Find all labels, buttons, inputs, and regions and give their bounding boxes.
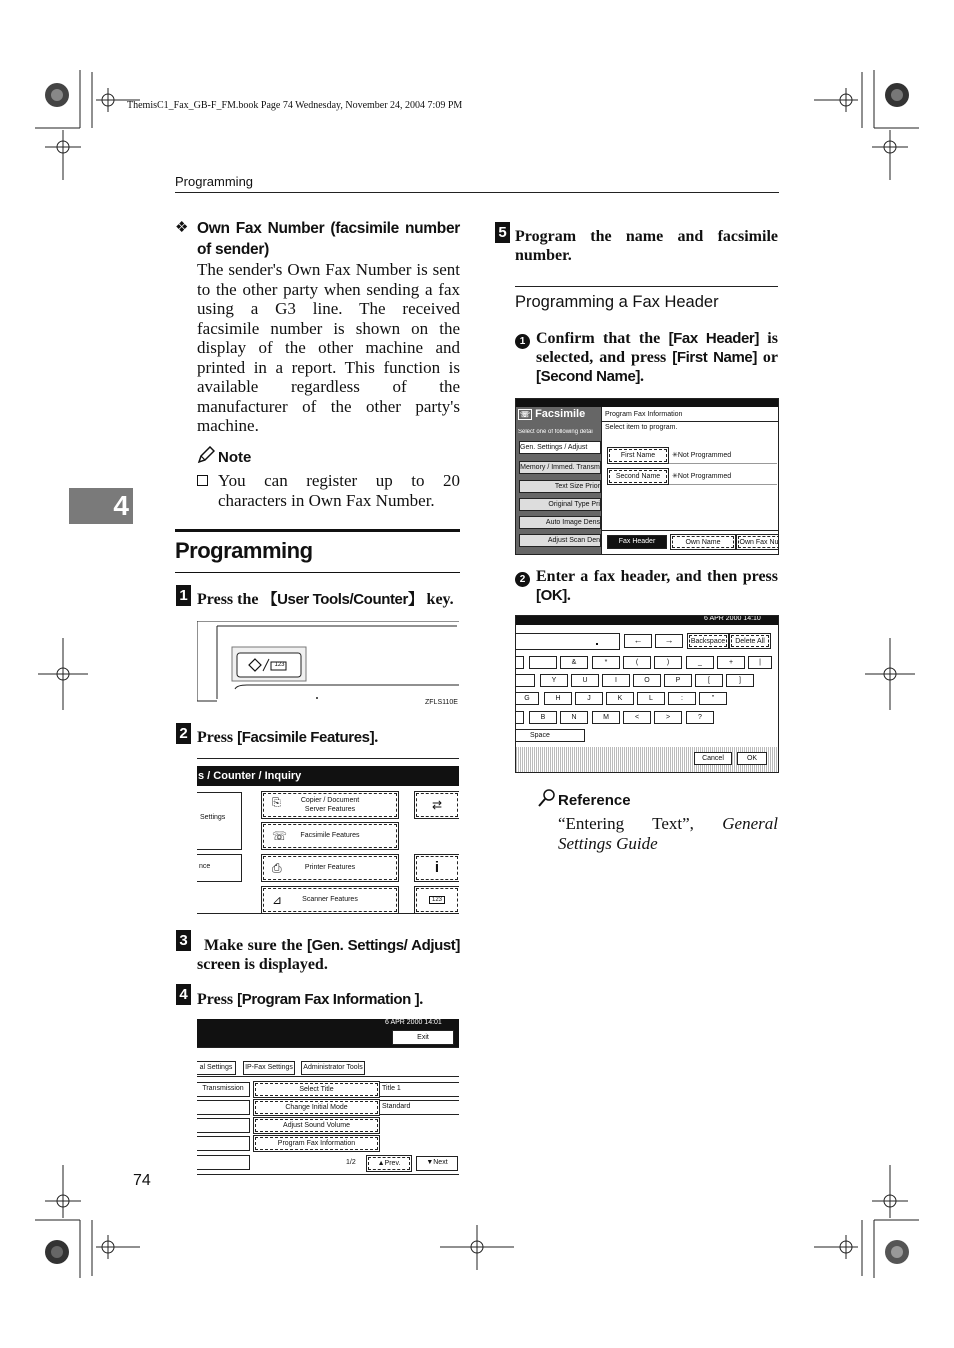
text-entry-field[interactable] (516, 633, 620, 650)
key-g[interactable]: G (516, 692, 539, 705)
step-1-number: 1 (176, 585, 191, 606)
change-initial-mode-button[interactable]: Change Initial Mode (255, 1101, 378, 1114)
section-rule-bottom (175, 572, 460, 573)
key-question[interactable]: ? (686, 711, 714, 724)
header-rule (175, 192, 779, 193)
left-item-4[interactable] (197, 1136, 250, 1151)
tab-own-name[interactable]: Own Name (672, 536, 734, 548)
key-row2-edge[interactable] (516, 674, 535, 687)
cursor-right-button[interactable]: → (655, 634, 683, 648)
key-k[interactable]: K (606, 692, 634, 705)
facsimile-title: ☏ Facsimile (520, 408, 586, 420)
first-name-button[interactable]: First Name (609, 449, 667, 462)
left-item-gen-settings[interactable]: Gen. Settings / Adjust (519, 441, 601, 454)
tab-general-settings[interactable]: al Settings (197, 1061, 236, 1075)
keyboard-status-clock: 6 APR 2000 14:10 (704, 615, 761, 622)
facsimile-features-button[interactable]: ☏ Facsimile Features (263, 824, 397, 848)
key-row1-edge[interactable] (516, 656, 524, 669)
key-p[interactable]: P (664, 674, 692, 687)
key-colon[interactable]: : (668, 692, 696, 705)
key-n[interactable]: N (560, 711, 588, 724)
note-icon (197, 446, 215, 469)
control-panel-illustration (197, 621, 459, 709)
left-item-memory[interactable]: Memory / Immed. Transm (519, 461, 601, 474)
substep-1-number: 1 (515, 331, 530, 349)
reference-icon (537, 788, 557, 813)
reference-text: “Entering Text”, General Settings Guide (558, 814, 778, 853)
book-header: ThemisC1_Fax_GB-F_FM.book Page 74 Wednesday, November 24, 2004 7:09 PM (127, 100, 463, 111)
left-item-auto-image[interactable]: Auto Image Dens (519, 516, 601, 529)
note-checkbox-icon (197, 475, 208, 486)
key-row1-3[interactable]: * (592, 656, 620, 669)
page-number: 74 (133, 1172, 151, 1189)
step-2-number: 2 (176, 723, 191, 744)
dialog-subtitle: Select item to program. (605, 424, 678, 431)
key-m[interactable]: M (592, 711, 620, 724)
key-space[interactable]: Space (516, 729, 585, 742)
printer-icon: ⎙ (272, 861, 282, 875)
substep-2-number: 2 (515, 569, 530, 587)
step-4-number: 4 (176, 984, 191, 1005)
own-fax-heading: Own Fax Number (facsimile number of sender) (197, 220, 460, 258)
select-one-text: Select one of following detai (518, 429, 593, 435)
second-name-status: ✳Not Programmed (672, 473, 732, 480)
next-button[interactable]: ▼Next (416, 1156, 458, 1171)
program-fax-information-button[interactable]: Program Fax Information (255, 1137, 378, 1150)
fax-icon: ☏ (272, 829, 288, 843)
substep-2-text: Enter a fax header, and then press [OK]. (536, 568, 778, 604)
cancel-button[interactable]: Cancel (694, 752, 732, 765)
key-quote[interactable]: " (699, 692, 727, 705)
section-rule-top (175, 529, 460, 532)
key-row1-4[interactable]: ( (623, 656, 651, 669)
program-fax-information-screen (515, 398, 779, 555)
cursor-left-button[interactable]: ← (624, 634, 652, 648)
key-u[interactable]: U (571, 674, 599, 687)
fax-mode-icon: ☏ (520, 410, 531, 419)
own-fax-paragraph: The sender's Own Fax Number is sent to the other party when sending a fax using a G3 line. The received facsimile number is shown on the display of the other machine and printed in a report. This function is available regardless of the manufacturer of the other party's machine. (197, 260, 460, 435)
key-l[interactable]: L (637, 692, 665, 705)
key-row1-6[interactable]: _ (686, 656, 714, 669)
adjust-sound-volume-button[interactable]: Adjust Sound Volume (255, 1119, 378, 1132)
key-y[interactable]: Y (540, 674, 568, 687)
section-title: Programming (175, 538, 313, 563)
second-name-button[interactable]: Second Name (609, 470, 667, 483)
step-2-text: Press [Facsimile Features]. (197, 729, 379, 746)
key-j[interactable]: J (575, 692, 603, 705)
key-b[interactable]: B (529, 711, 557, 724)
note-item: You can register up to 20 characters in Own Fax Number. (218, 471, 460, 510)
dialog-title: Program Fax Information (605, 411, 683, 418)
select-title-button[interactable]: Select Title (255, 1083, 378, 1096)
tab-ip-fax-settings[interactable]: IP-Fax Settings (243, 1061, 295, 1075)
first-name-status: ✳Not Programmed (672, 452, 732, 459)
step-3-number: 3 (176, 930, 191, 951)
info-icon-button[interactable]: i (416, 856, 458, 880)
subheading: Programming a Fax Header (515, 293, 719, 311)
key-bracket-close[interactable]: ] (726, 674, 754, 687)
printer-features-button[interactable]: ⎙ Printer Features (263, 856, 397, 880)
key-row1-5[interactable]: ) (654, 656, 682, 669)
counter-icon-button[interactable]: 123 (416, 888, 458, 912)
exit-button[interactable]: Exit (392, 1030, 454, 1045)
network-icon-button[interactable]: ⇄ (416, 793, 458, 817)
key-row1-8[interactable]: | (748, 656, 772, 669)
ok-button[interactable]: OK (737, 752, 767, 765)
left-item-text-size[interactable]: Text Size Prior (519, 480, 601, 493)
step-5-text: Program the name and facsimile number. (515, 228, 778, 264)
program-fax-dialog (601, 407, 779, 554)
diamond-bullet: ❖ (175, 220, 189, 236)
copier-features-button[interactable]: ⎘ Copier / Document Server Features (263, 793, 397, 817)
scanner-features-button[interactable]: ⊿ Scanner Features (263, 888, 397, 912)
key-greater-than[interactable]: > (654, 711, 682, 724)
key-h[interactable]: H (544, 692, 572, 705)
left-item-5[interactable] (197, 1155, 250, 1170)
figure-code: ZFLS110E (425, 699, 458, 706)
step-5-number: 5 (495, 222, 510, 243)
prev-button[interactable]: ▲Prev. (368, 1157, 410, 1170)
key-row1-1[interactable] (529, 656, 557, 669)
note-label: Note (218, 449, 252, 466)
delete-all-button[interactable]: Delete All (731, 635, 769, 647)
key-o[interactable]: O (633, 674, 661, 687)
left-item-original-type[interactable]: Original Type Pri (519, 498, 601, 511)
key-less-than[interactable]: < (623, 711, 651, 724)
tab-own-fax-number[interactable]: Own Fax Nu (738, 536, 779, 548)
left-label-nce: nce (199, 863, 211, 870)
fax-settings-screen (197, 1019, 459, 1175)
user-tools-screen (197, 758, 459, 914)
step-1-text: Press the 【User Tools/Counter】 key. (197, 591, 454, 608)
initial-mode-value: Standard (379, 1100, 459, 1115)
page-indicator: 1/2 (346, 1159, 356, 1166)
tab-administrator-tools[interactable]: Administrator Tools (301, 1061, 365, 1075)
left-label-settings: Settings (200, 814, 226, 821)
step-4-text: Press [Program Fax Information ]. (197, 991, 424, 1008)
keyboard-screen (515, 615, 779, 773)
select-title-value: Title 1 (379, 1082, 459, 1097)
key-i[interactable]: I (602, 674, 630, 687)
key-row4-edge[interactable] (516, 711, 524, 724)
status-clock: 6 APR 2000 14:01 (385, 1019, 442, 1026)
subheading-rule (515, 286, 778, 287)
tab-fax-header[interactable]: Fax Header (607, 535, 667, 549)
chapter-tab: 4 (69, 488, 133, 524)
left-item-2[interactable] (197, 1100, 250, 1115)
left-item-3[interactable] (197, 1118, 250, 1133)
key-123-label: 123 (274, 662, 285, 668)
running-head: Programming (175, 174, 254, 189)
left-item-transmission[interactable]: Transmission (197, 1082, 250, 1097)
backspace-button[interactable]: Backspace (689, 635, 727, 647)
scanner-icon: ⊿ (272, 893, 283, 907)
left-item-adjust-scan[interactable]: Adjust Scan Den (519, 534, 601, 547)
key-bracket-open[interactable]: [ (695, 674, 723, 687)
step-3-text: Make sure the [Gen. Settings/ Adjust] screen is displayed. (197, 937, 461, 973)
screen-title-bar: s / Counter / Inquiry (197, 766, 459, 786)
key-row1-2[interactable]: & (560, 656, 588, 669)
substep-1-text: Confirm that the [Fax Header] is selected, and press [First Name] or [Second Name]. (536, 330, 778, 385)
copier-icon: ⎘ (272, 797, 281, 809)
reference-label: Reference (558, 792, 631, 809)
key-row1-7[interactable]: + (717, 656, 745, 669)
